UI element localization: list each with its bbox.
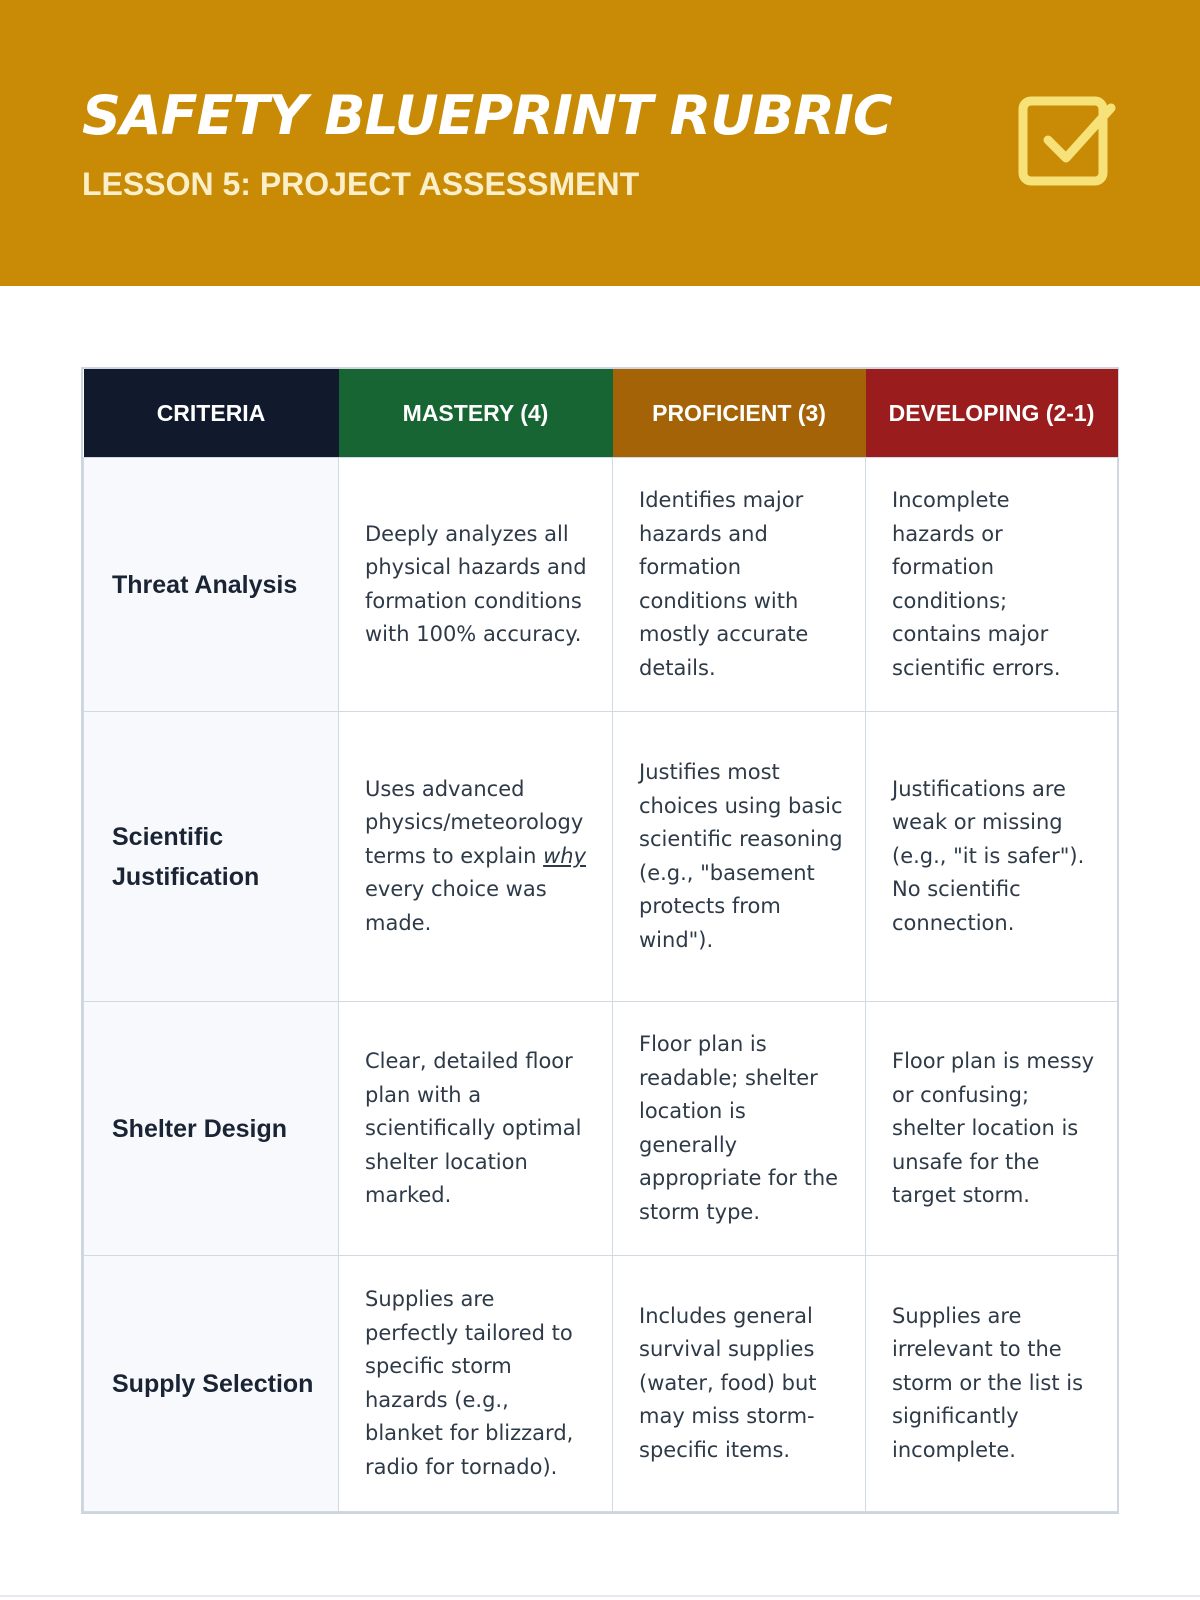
page-subtitle: LESSON 5: PROJECT ASSESSMENT [82,166,640,202]
column-header-developing: DEVELOPING (2-1) [866,369,1118,458]
table-header-row [84,369,1118,458]
proficient-cell: Identifies major hazards and formation conditions with mostly accurate details. [613,458,866,712]
table-row [84,712,1118,1002]
developing-cell: Incomplete hazards or formation conditions; contains major scientific errors. [866,458,1118,712]
developing-cell: Supplies are irrelevant to the storm or the list is significantly incomplete. [866,1256,1118,1512]
criteria-cell: Scientific Justification [84,712,339,1002]
footer-divider [0,1595,1200,1597]
developing-cell: Justifications are weak or missing (e.g., "it is safer"). No scientific connection. [866,712,1118,1002]
proficient-cell: Floor plan is readable; shelter location is generally appropriate for the storm type. [613,1002,866,1256]
header-banner [0,0,1200,286]
emphasis-why: why [543,843,587,868]
criteria-cell: Supply Selection [84,1256,339,1512]
mastery-text-before: Uses advanced physics/meteorology terms to explain [365,776,584,868]
checkbox-check-icon [1018,96,1118,196]
column-header-criteria: CRITERIA [84,369,339,458]
criteria-cell: Shelter Design [84,1002,339,1256]
mastery-cell: Deeply analyzes all physical hazards and formation conditions with 100% accuracy. [339,458,613,712]
mastery-cell: Supplies are perfectly tailored to specific storm hazards (e.g., blanket for blizzard, radio for tornado). [339,1256,613,1512]
mastery-text-after: every choice was made. [365,877,547,935]
proficient-cell: Includes general survival supplies (water, food) but may miss storm-specific items. [613,1256,866,1512]
column-header-proficient: PROFICIENT (3) [613,369,866,458]
table-row [84,1002,1118,1256]
column-header-mastery: MASTERY (4) [339,369,613,458]
table-row [84,1256,1118,1512]
proficient-cell: Justifies most choices using basic scientific reasoning (e.g., "basement protects from wind"). [613,712,866,1002]
rubric-table [81,367,1119,1514]
criteria-cell: Threat Analysis [84,458,339,712]
mastery-cell: Clear, detailed floor plan with a scientifically optimal shelter location marked. [339,1002,613,1256]
table-row [84,458,1118,712]
page-title: SAFETY BLUEPRINT RUBRIC [82,84,892,147]
mastery-cell [339,712,613,1002]
developing-cell: Floor plan is messy or confusing; shelter location is unsafe for the target storm. [866,1002,1118,1256]
